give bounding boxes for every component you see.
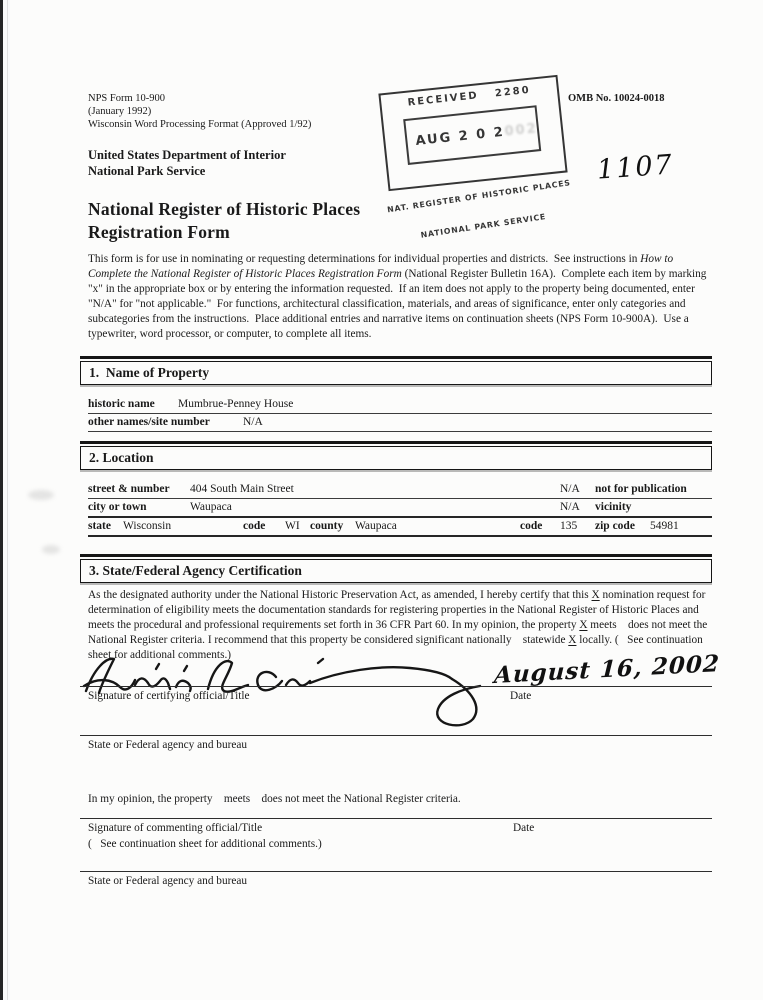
document-title: [88, 198, 360, 244]
cert-x-nomination: X: [591, 589, 600, 601]
stamp-received-line: RECEIVED 2280: [407, 84, 532, 109]
location-fields: [88, 481, 712, 537]
handwritten-number: 1107: [596, 149, 675, 186]
cert-seg4: locally. ( See continuation sheet for additional comments.): [88, 633, 706, 661]
scan-edge: [0, 0, 3, 1000]
stamp-org-line1: NAT. REGISTER OF HISTORIC PLACES: [386, 178, 572, 215]
intro-paragraph: [88, 252, 714, 341]
name-of-property-fields: [88, 396, 712, 432]
not-for-publication-label: not for publication: [595, 483, 687, 495]
handwritten-date: August 16, 2002: [493, 650, 721, 689]
cert-seg2: nomination request for determination of eligibility meets the documentation standards for registering properties in the National Register of Historic Places and meets the procedural and professional requirements set forth in 36 CFR Part 60. In my opinion, the property: [88, 589, 709, 631]
section-3-header: [80, 554, 712, 583]
cert-seg3: meets does not meet the National Register criteria. I recommend that this property be considered significant nationally statewide: [88, 618, 711, 646]
county-code-value: 135: [560, 520, 578, 532]
date-label: Date: [510, 690, 532, 702]
scan-smudge: [42, 545, 60, 554]
city-na: N/A: [560, 501, 580, 513]
other-names-label: other names/site number: [88, 416, 210, 428]
other-names-value: N/A: [243, 416, 263, 428]
street-na: N/A: [560, 483, 580, 495]
state-code-label: code: [243, 520, 266, 532]
omb-number: OMB No. 10024-0018: [568, 93, 665, 104]
city-row: [88, 499, 712, 518]
commenting-signature-label: Signature of commenting official/Title: [88, 822, 263, 834]
city-label: city or town: [88, 501, 147, 513]
street-label: street & number: [88, 483, 170, 495]
section-1-header: [80, 356, 712, 385]
scan-edge-line: [7, 0, 8, 1000]
signature-line: [80, 686, 712, 687]
zip-label: zip code: [595, 520, 635, 532]
intro-seg3: (National Register Bulletin 16A). Complete each item by marking "x" in the appropriate box or by entering the information requested. If an item does not apply to the property being documented, enter "N/A" for "not applicable." For functions, architectural classification, materials, and areas of significance, enter only categories and subcategories from the instructions. Place additional entries and narrative items on continuation sheets (NPS Form 10-900A). Use a typewriter, word processor, or computer, to complete all items.: [88, 267, 710, 340]
agency-label: State or Federal agency and bureau: [88, 739, 248, 751]
state-value: Wisconsin: [123, 520, 172, 532]
department-line1: United States Department of Interior: [88, 148, 286, 162]
department-block: [88, 147, 286, 179]
state-row: [88, 518, 712, 537]
county-label: county: [310, 520, 344, 532]
state-code-value: WI: [285, 520, 300, 532]
zip-value: 54981: [650, 520, 679, 532]
form-format: Wisconsin Word Processing Format (Approved 1/92): [88, 119, 312, 130]
form-metadata: [88, 92, 311, 131]
other-names-row: [88, 414, 712, 432]
form-number: NPS Form 10-900: [88, 93, 166, 104]
historic-name-label: historic name: [88, 398, 155, 410]
cert-seg1: As the designated authority under the National Historic Preservation Act, as amended, I hereby certify that this: [88, 589, 592, 601]
stamp-org-line2: NATIONAL PARK SERVICE: [420, 212, 547, 240]
cert-x-locally: X: [568, 633, 577, 646]
historic-name-value: Mumbrue-Penney House: [178, 398, 294, 410]
signature-label: Signature of certifying official/Title: [88, 690, 250, 702]
stamp-date-faded: 002: [503, 120, 539, 140]
title-line2: Registration Form: [88, 222, 230, 242]
opinion-line2: ( See continuation sheet for additional comments.): [88, 837, 322, 850]
commenting-signature-line: [80, 818, 712, 819]
agency-line-2: [80, 871, 712, 872]
county-code-label: code: [520, 520, 543, 532]
section-1-title: 1. Name of Property: [80, 361, 712, 385]
department-line2: National Park Service: [88, 164, 206, 178]
title-line1: National Register of Historic Places: [88, 199, 361, 219]
vicinity-label: vicinity: [595, 501, 632, 513]
section-3-title: 3. State/Federal Agency Certification: [80, 559, 712, 583]
historic-name-row: [88, 396, 712, 414]
section-2-header: [80, 441, 712, 470]
opinion-line1: In my opinion, the property meets does not meet the National Register criteria.: [88, 792, 461, 805]
intro-seg1: This form is for use in nominating or requesting determinations for individual properties and districts. See instructions in: [88, 253, 641, 265]
stamp-org-lines: [378, 158, 584, 266]
cert-x-meets: X: [579, 618, 588, 631]
street-row: [88, 481, 712, 499]
agency-line: [80, 735, 712, 736]
scan-smudge: [28, 490, 54, 500]
received-stamp: [378, 75, 572, 240]
form-date: (January 1992): [88, 106, 152, 117]
stamp-date-box: [403, 105, 541, 165]
commenting-date-label: Date: [513, 822, 535, 834]
stamp-date: AUG 2 0 2: [414, 124, 506, 149]
county-value: Waupaca: [355, 520, 397, 532]
state-label: state: [88, 520, 111, 532]
street-value: 404 South Main Street: [190, 483, 294, 495]
intro-italic-title: How to Complete the National Register of Historic Places Registration Form: [88, 253, 676, 280]
section-2-title: 2. Location: [80, 446, 712, 470]
opinion-block: [88, 762, 714, 866]
city-value: Waupaca: [190, 501, 232, 513]
agency-label-2: State or Federal agency and bureau: [88, 875, 248, 887]
